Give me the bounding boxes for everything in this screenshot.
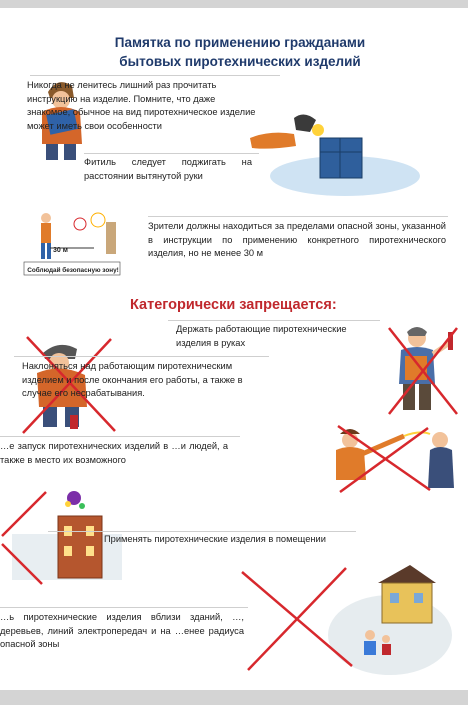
rule-spectators-distance: Зрители должны находиться за пределами опасной зоны, указанной в инструкции по применению конкретного пиротехнического изделия, но не менее 30 м <box>148 221 446 258</box>
red-cross-mark <box>238 566 358 676</box>
rule-read-instructions: Никогда не ленитесь лишний раз прочитать инструкцию на изделие. Помните, что даже знакомое, обычное на вид пиротехническое изделие может иметь свои особенности <box>27 80 256 131</box>
sign-safe-zone-caption: Соблюдай безопасную зону! <box>27 267 119 274</box>
prohibited-heading: Категорически запрещается: <box>130 297 337 313</box>
holding-firework-illustration <box>385 322 465 417</box>
page-title-line-2: бытовых пиротехнических изделий <box>119 54 361 69</box>
top-page-border <box>0 0 468 8</box>
igniting-firework-illustration <box>250 108 450 198</box>
divider-prohibition-4 <box>48 531 356 532</box>
divider-prohibition-3 <box>0 436 240 437</box>
divider-prohibition-5 <box>0 607 248 608</box>
page-title-line-1: Памятка по применению гражданами <box>114 35 366 50</box>
prohibition-lean-over: Наклоняться над работающим пиротехническим изделием и после окончания его работы, а также в случае его несрабатывания. <box>22 361 243 398</box>
sign-distance: 30 м <box>53 247 68 254</box>
divider-prohibition-1 <box>168 320 380 321</box>
divider-prohibition-2 <box>14 356 269 357</box>
divider-rule-3 <box>148 216 448 217</box>
prohibition-near-buildings: …ь пиротехнические изделия вблизи зданий, …, деревьев, линий электропередач и на …енее радиуса опасной зоны <box>0 612 244 649</box>
page-title <box>90 33 390 71</box>
divider-rule-2 <box>84 153 259 154</box>
rule-fuse-arm-length: Фитиль следует поджигать на расстоянии вытянутой руки <box>84 157 252 181</box>
prohibition-aim-at-people: …е запуск пиротехнических изделий в …и людей, а также в место их возможного <box>0 441 228 465</box>
aiming-at-people-illustration <box>332 418 462 498</box>
prohibition-hold-in-hands: Держать работающие пиротехнические изделия в руках <box>176 324 347 348</box>
bottom-page-border <box>0 690 468 705</box>
prohibition-indoors: Применять пиротехнические изделия в помещении <box>104 534 326 544</box>
